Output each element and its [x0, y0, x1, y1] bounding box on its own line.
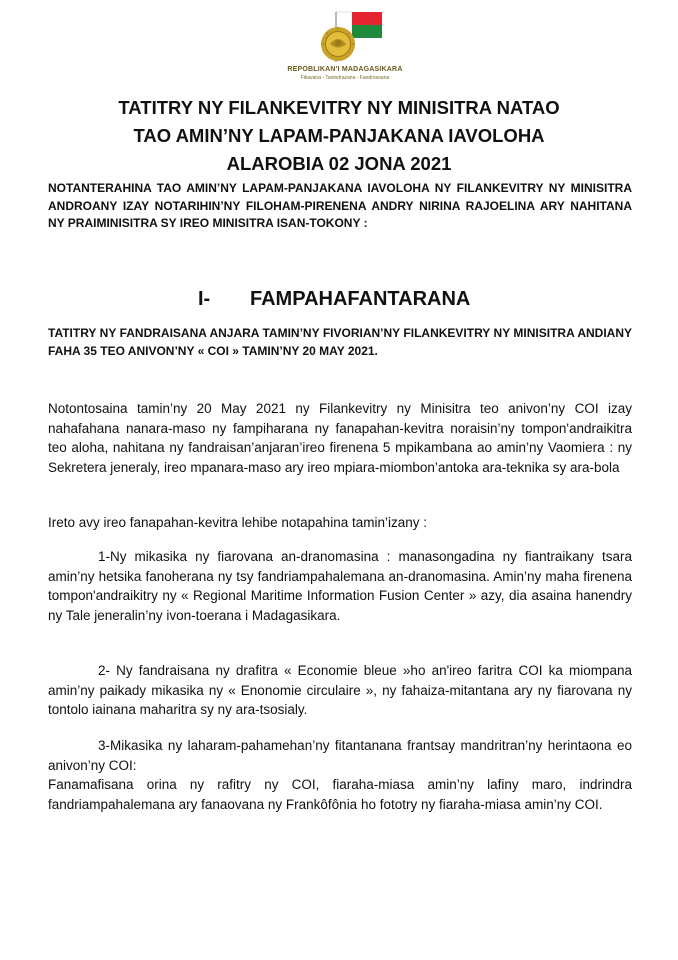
- intro-paragraph: NOTANTERAHINA TAO AMIN’NY LAPAM-PANJAKANA IAVOLOHA NY FILANKEVITRY NY MINISITRA ANDROANY IZAY NOTARIHIN’NY FILOHAM-PIRENENA ANDRY NIRINA RAJOELINA ARY NAHITANA NY PRAIMINISITRA SY IREO MINISITRA ISAN-TOKONY :: [48, 181, 632, 230]
- paragraph-french-presidency-line1: 3-Mikasika ny laharam-pahamehan’ny fitantanana frantsay mandritran’ny herintaona eo anivon’ny COI:: [48, 738, 632, 773]
- document-title: [40, 94, 638, 178]
- section-subheading: TATITRY NY FANDRAISANA ANJARA TAMIN’NY FIVORIAN’NY FILANKEVITRY NY MINISITRA ANDIANY FAHA 35 TEO ANIVON’NY « COI » TAMIN’NY 20 MAY 2021.: [48, 326, 632, 358]
- section-title: FAMPAHAFANTARANA: [250, 288, 471, 310]
- paragraph-french-presidency: [48, 736, 632, 814]
- title-line-1: TATITRY NY FILANKEVITRY NY MINISITRA NATAO: [118, 97, 560, 118]
- paragraph-meeting-summary: Notontosaina tamin’ny 20 May 2021 ny Filankevitry ny Minisitra teo anivon’ny COI izay nahafahana nanara-maso ny fampiharana ny fanapahan-kevitra noraisin’ny tompon'andraikitra teo aloha, nahitana ny fandraisan’anjaran’ireo firenena 5 mpikambana ao amin’ny Vaomiera : ny Sekretera jeneraly, ireo mpanara-maso ary ireo mpiara-miombon’antoka ara-teknika sy ara-bola: [48, 401, 632, 475]
- section-heading: [198, 288, 470, 311]
- republic-emblem: [280, 10, 410, 82]
- paragraph-french-presidency-line2: Fanamafisana orina ny rafitry ny COI, fiaraha-miasa amin’ny lafiny maro, indrindra fandriampahalemana ary fanaovana ny Frankôfônia ho fototry ny fiaraha-miasa amin’ny COI.: [48, 777, 632, 812]
- emblem-icon: [302, 10, 388, 66]
- paragraph-decisions-intro: Ireto avy ireo fanapahan-kevitra lehibe notapahina tamin’izany :: [48, 515, 427, 530]
- section-number: I-: [198, 288, 211, 310]
- republic-name: REPOBLIKAN'I MADAGASIKARA: [287, 66, 403, 73]
- paragraph-maritime-security: 1-Ny mikasika ny fiarovana an-dranomasina : manasongadina ny fiantraikany tsara amin’ny hetsika fanoherana ny tsy fandriampahalemana an-dranomasina. Amin’ny maha firenena tompon'andraikitry ny « Regional Maritime Information Fusion Center » azy, dia asaina hanendry ny Tale jeneralin’ny ivon-toerana i Madagasikara.: [48, 549, 632, 623]
- title-line-2: TAO AMIN’NY LAPAM-PANJAKANA IAVOLOHA: [133, 125, 545, 146]
- title-line-3: ALAROBIA 02 JONA 2021: [226, 153, 452, 174]
- republic-motto: Fitiavana - Tanindrazana - Fandrosoana: [300, 75, 390, 81]
- paragraph-blue-economy: 2- Ny fandraisana ny drafitra « Economie bleue »ho an'ireo faritra COI ka miompana amin’ny paikady mikasika ny « Enonomie circulaire », ny fahaiza-mitantana ary ny fiarovana ny tontolo iainana maharitra sy ny ara-tsosialy.: [48, 663, 632, 717]
